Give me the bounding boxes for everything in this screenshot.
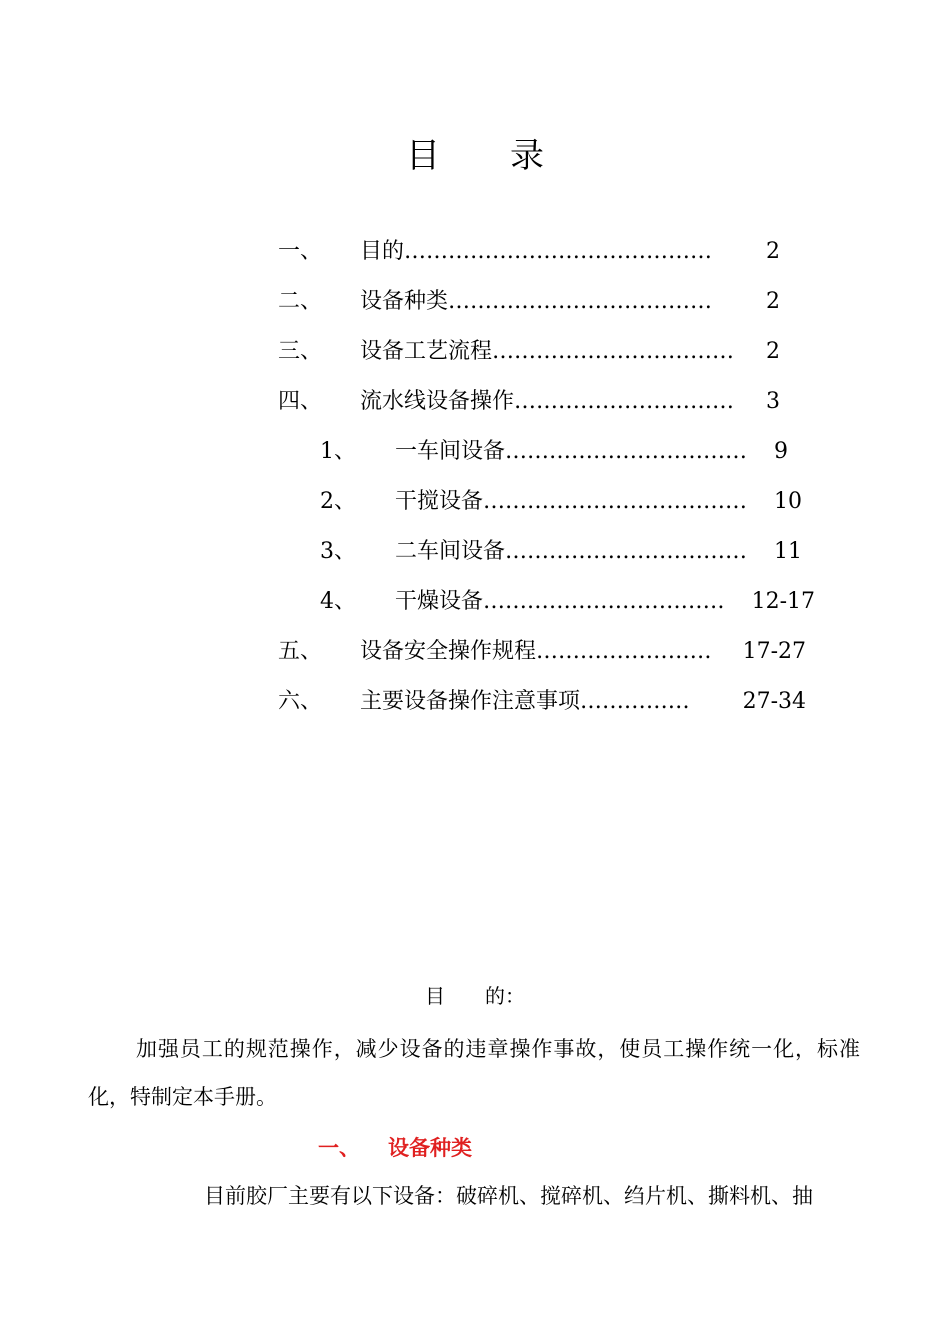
- toc-entry-number: 4、: [320, 589, 356, 614]
- toc-entry-number: 3、: [320, 539, 356, 564]
- toc-entry-page: 2: [766, 339, 780, 364]
- toc-entry-page: 27-34: [742, 689, 806, 714]
- toc-entry-leader-dots: …………………………: [514, 389, 735, 414]
- toc-entry-label: 流水线设备操作: [360, 389, 515, 414]
- toc-entry-label: 设备工艺流程: [360, 339, 493, 364]
- toc-entry-leader-dots: ……………………………: [505, 539, 748, 564]
- toc-entry: [0, 582, 950, 622]
- purpose-heading-char-2: 的：: [485, 984, 525, 1008]
- toc-entry-leader-dots: ……………………………: [505, 439, 748, 464]
- toc-entry-leader-dots: ……………………………: [492, 339, 735, 364]
- toc-entry-page: 10: [774, 489, 802, 514]
- toc-entry: [0, 432, 950, 472]
- toc-entry-number: 六、: [278, 689, 323, 714]
- toc-entry-page: 9: [774, 439, 788, 464]
- toc-entry: [0, 282, 950, 322]
- toc-entry-page: 17-27: [742, 639, 806, 664]
- toc-entry-label: 干燥设备: [395, 589, 484, 614]
- toc-entry: [0, 532, 950, 572]
- toc-entry-label: 一车间设备: [395, 439, 506, 464]
- toc-entry: [0, 382, 950, 422]
- section-one-heading: [318, 1132, 472, 1162]
- toc-entry-number: 二、: [278, 289, 323, 314]
- section-one-title: 设备种类: [388, 1136, 472, 1160]
- toc-entry: [0, 682, 950, 722]
- toc-entry-label: 二车间设备: [395, 539, 506, 564]
- toc-entry-leader-dots: ……………………………………: [404, 239, 713, 264]
- toc-entry-page: 2: [766, 289, 780, 314]
- toc-title: [0, 128, 950, 177]
- toc-entry-label: 目的: [360, 239, 405, 264]
- toc-entry-number: 五、: [278, 639, 323, 664]
- toc-entry-label: 设备安全操作规程: [360, 639, 537, 664]
- section-one-num: 一、: [318, 1136, 360, 1160]
- toc-entry-leader-dots: ……………………………: [483, 589, 725, 614]
- toc-entry-page: 2: [766, 239, 780, 264]
- toc-entry-number: 四、: [278, 389, 323, 414]
- toc-entry-page: 11: [774, 539, 802, 564]
- toc-entry: [0, 332, 950, 372]
- toc-entry-number: 1、: [320, 439, 356, 464]
- purpose-heading-char-1: 目: [425, 984, 445, 1008]
- toc-entry-label: 主要设备操作注意事项: [360, 689, 581, 714]
- toc-entry-number: 三、: [278, 339, 323, 364]
- toc-entry-leader-dots: ………………………………: [448, 289, 713, 314]
- toc-entry-page: 12-17: [751, 589, 815, 614]
- toc-title-char-2: 录: [510, 136, 544, 176]
- toc-entry-label: 设备种类: [360, 289, 449, 314]
- toc-entry-label: 干搅设备: [395, 489, 484, 514]
- toc-entry-number: 一、: [278, 239, 323, 264]
- section-one-paragraph: 目前胶厂主要有以下设备：破碎机、搅碎机、绉片机、撕料机、抽: [204, 1184, 813, 1208]
- toc-entry-number: 2、: [320, 489, 356, 514]
- purpose-paragraph: 加强员工的规范操作，减少设备的违章操作事故，使员工操作统一化，标准化，特制定本手册。: [88, 1037, 860, 1109]
- toc-entry: [0, 232, 950, 272]
- toc-entry-leader-dots: ……………: [580, 689, 690, 714]
- toc-entry-leader-dots: ………………………………: [483, 489, 748, 514]
- toc-entry-page: 3: [766, 389, 780, 414]
- toc-entry: [0, 482, 950, 522]
- purpose-heading: [0, 980, 950, 1009]
- toc-entry-leader-dots: ……………………: [536, 639, 712, 664]
- toc-title-char-1: 目: [406, 136, 440, 176]
- toc-entry: [0, 632, 950, 672]
